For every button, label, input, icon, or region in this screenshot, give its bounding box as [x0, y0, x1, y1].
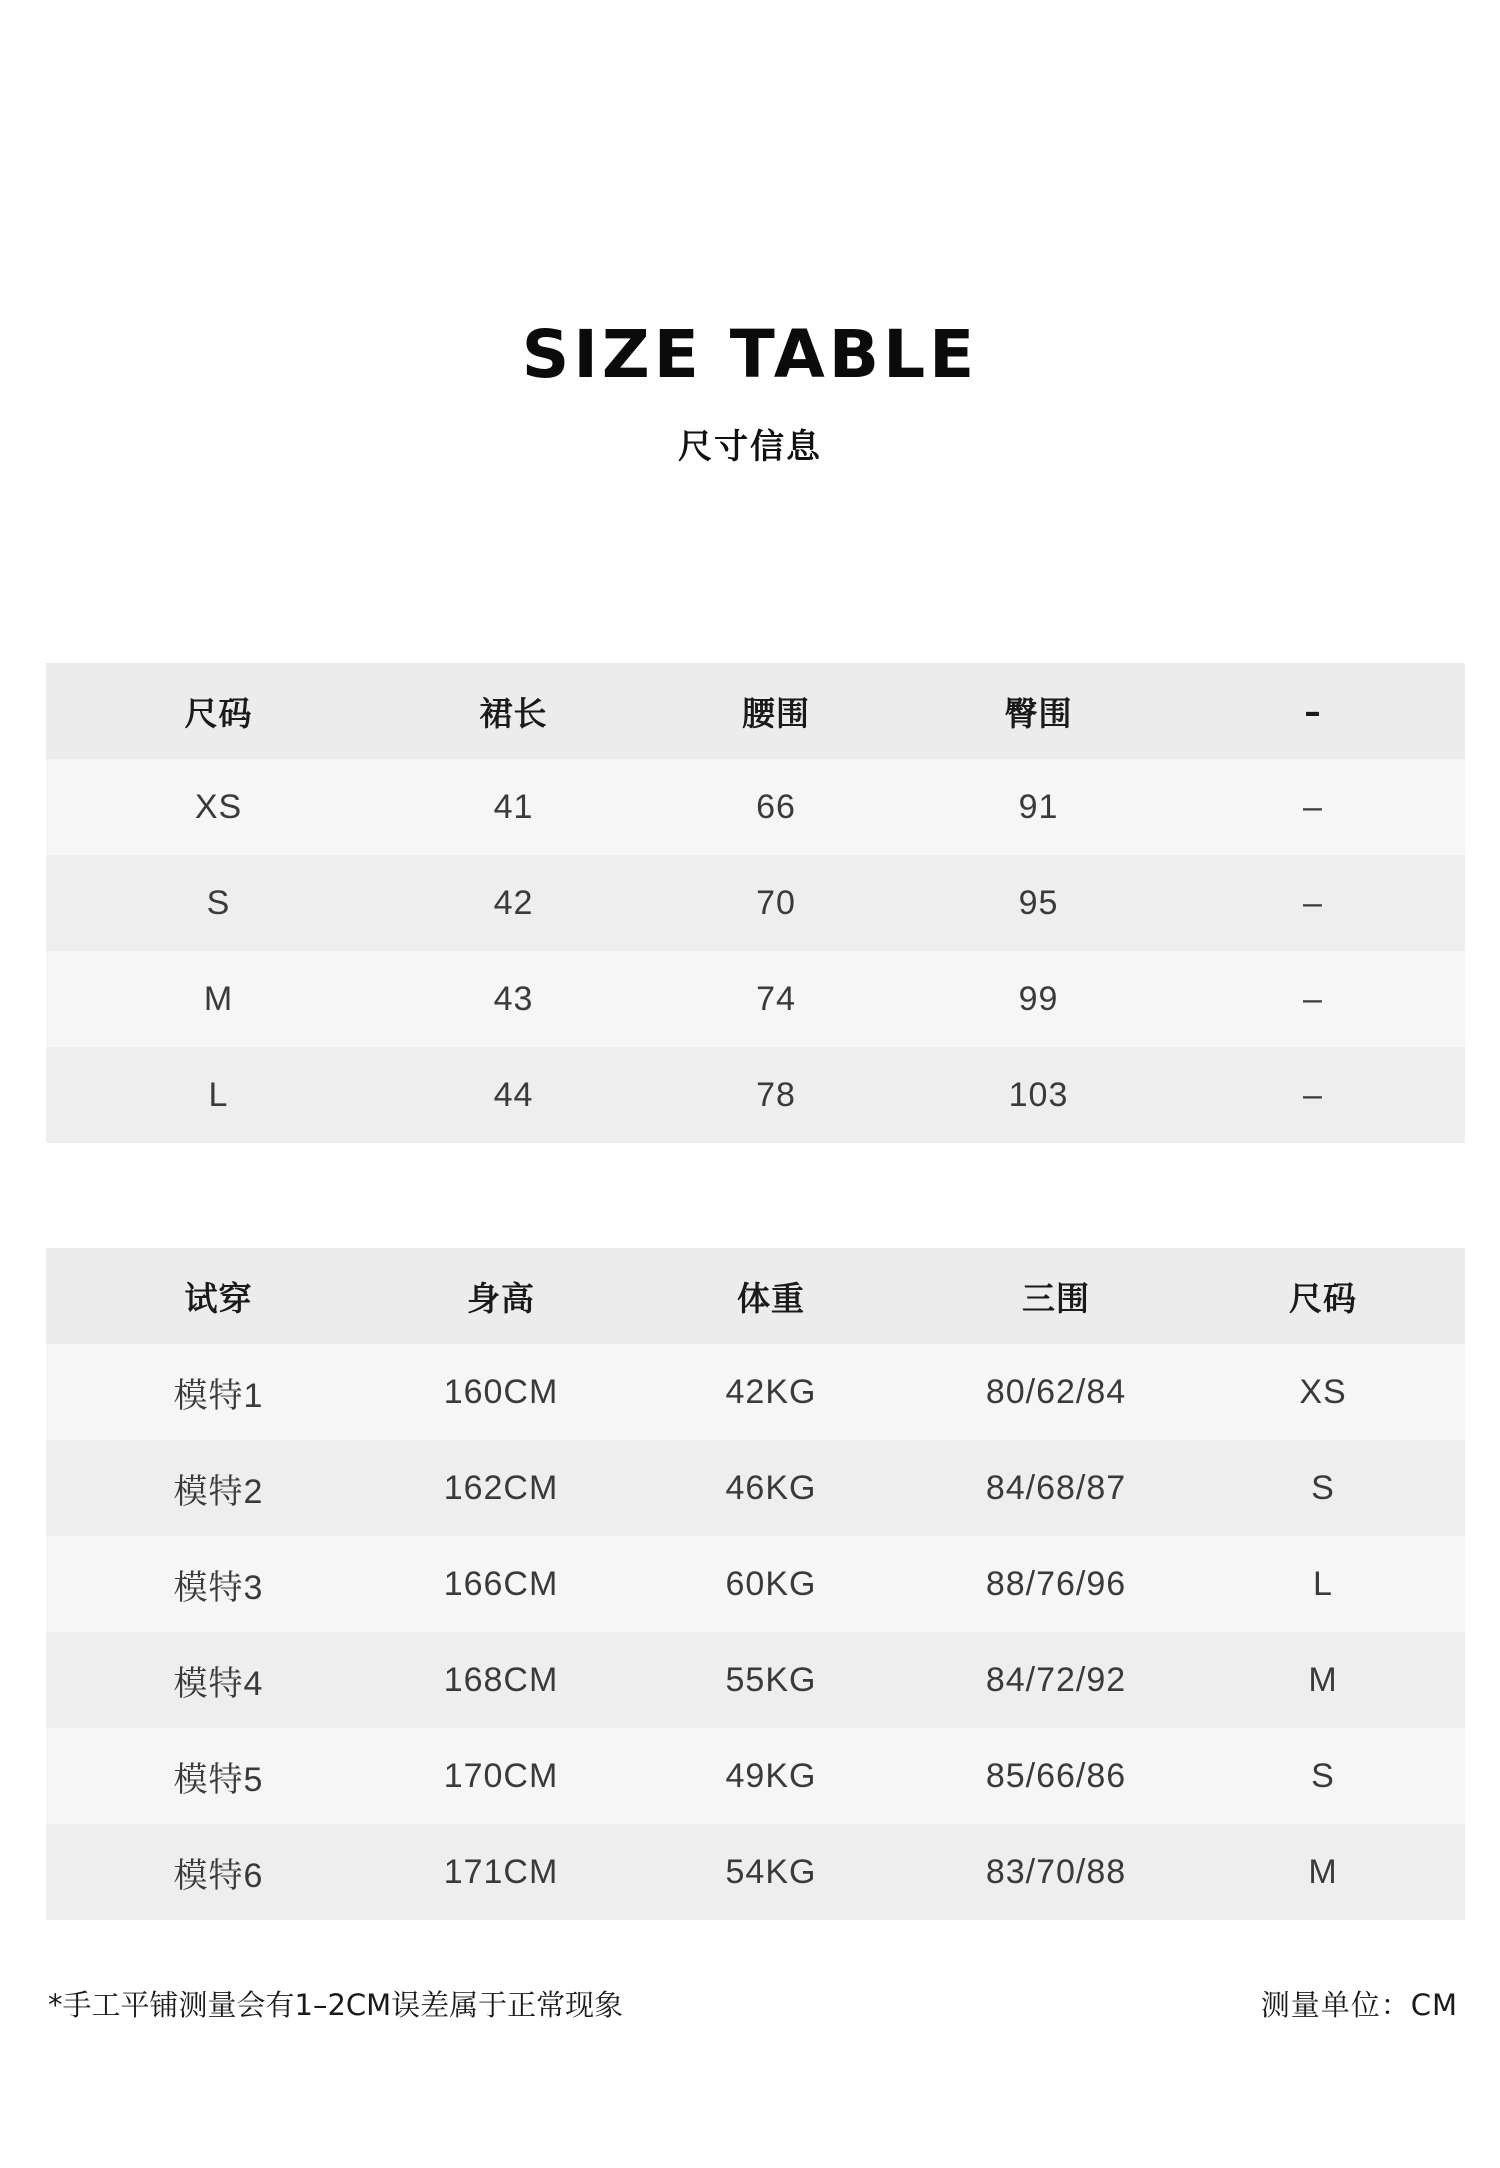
table-cell: – [1161, 759, 1465, 855]
table-row [46, 1440, 1465, 1536]
table-cell: XS [1181, 1344, 1465, 1440]
header-cell-length: 裙长 [391, 663, 636, 759]
table-cell: L [46, 1047, 391, 1143]
table-cell: 模特1 [46, 1344, 391, 1440]
table-cell: 模特4 [46, 1632, 391, 1728]
table-cell: S [46, 855, 391, 951]
header-cell-height: 身高 [391, 1248, 611, 1344]
table-cell: 85/66/86 [931, 1728, 1181, 1824]
table-cell: 99 [916, 951, 1161, 1047]
table-cell: XS [46, 759, 391, 855]
table-cell: 44 [391, 1047, 636, 1143]
table-cell: 78 [636, 1047, 916, 1143]
table-cell: – [1161, 951, 1465, 1047]
table-cell: 168CM [391, 1632, 611, 1728]
header-cell-size: 尺码 [1181, 1248, 1465, 1344]
measurement-footnote: *手工平铺测量会有1–2CM误差属于正常现象 [48, 1988, 624, 2022]
table-row [46, 1824, 1465, 1920]
table-cell: 55KG [611, 1632, 931, 1728]
table-header-row [46, 1248, 1465, 1344]
table-cell: – [1161, 1047, 1465, 1143]
header-cell-size: 尺码 [46, 663, 391, 759]
table-row [46, 1344, 1465, 1440]
header-cell-fitting: 试穿 [46, 1248, 391, 1344]
table-cell: 42 [391, 855, 636, 951]
table-row [46, 1047, 1465, 1143]
header-cell-weight: 体重 [611, 1248, 931, 1344]
table-cell: – [1161, 855, 1465, 951]
table-cell: 41 [391, 759, 636, 855]
table-cell: 70 [636, 855, 916, 951]
table-cell: 60KG [611, 1536, 931, 1632]
page-title: SIZE TABLE [521, 316, 979, 393]
header-cell-waist: 腰围 [636, 663, 916, 759]
model-fit-table [46, 1248, 1465, 1920]
table-cell: M [1181, 1824, 1465, 1920]
table-row [46, 1632, 1465, 1728]
table-cell: 103 [916, 1047, 1161, 1143]
table-cell: 160CM [391, 1344, 611, 1440]
table-cell: 166CM [391, 1536, 611, 1632]
table-cell: 91 [916, 759, 1161, 855]
header-cell-extra: – [1161, 663, 1465, 759]
table-cell: 43 [391, 951, 636, 1047]
table-cell: 84/72/92 [931, 1632, 1181, 1728]
table-cell: 74 [636, 951, 916, 1047]
table-cell: M [1181, 1632, 1465, 1728]
table-cell: 88/76/96 [931, 1536, 1181, 1632]
table-cell: 162CM [391, 1440, 611, 1536]
table-cell: 66 [636, 759, 916, 855]
table-cell: 49KG [611, 1728, 931, 1824]
header-cell-hip: 臀围 [916, 663, 1161, 759]
table-row [46, 951, 1465, 1047]
table-cell: M [46, 951, 391, 1047]
table-cell: 83/70/88 [931, 1824, 1181, 1920]
table-cell: S [1181, 1728, 1465, 1824]
page-subtitle: 尺寸信息 [678, 427, 822, 467]
table-cell: 46KG [611, 1440, 931, 1536]
unit-label: 测量单位：CM [1260, 1988, 1458, 2022]
table-row [46, 759, 1465, 855]
table-cell: 模特2 [46, 1440, 391, 1536]
table-cell: 42KG [611, 1344, 931, 1440]
table-header-row [46, 663, 1465, 759]
table-cell: 模特6 [46, 1824, 391, 1920]
table-cell: 80/62/84 [931, 1344, 1181, 1440]
table-cell: 54KG [611, 1824, 931, 1920]
table-cell: L [1181, 1536, 1465, 1632]
table-row [46, 1728, 1465, 1824]
table-cell: 模特5 [46, 1728, 391, 1824]
table-cell: 95 [916, 855, 1161, 951]
header-cell-measurements: 三围 [931, 1248, 1181, 1344]
table-cell: 模特3 [46, 1536, 391, 1632]
table-cell: 170CM [391, 1728, 611, 1824]
table-row [46, 855, 1465, 951]
size-table [46, 663, 1465, 1143]
table-row [46, 1536, 1465, 1632]
table-cell: 84/68/87 [931, 1440, 1181, 1536]
table-cell: 171CM [391, 1824, 611, 1920]
table-cell: S [1181, 1440, 1465, 1536]
